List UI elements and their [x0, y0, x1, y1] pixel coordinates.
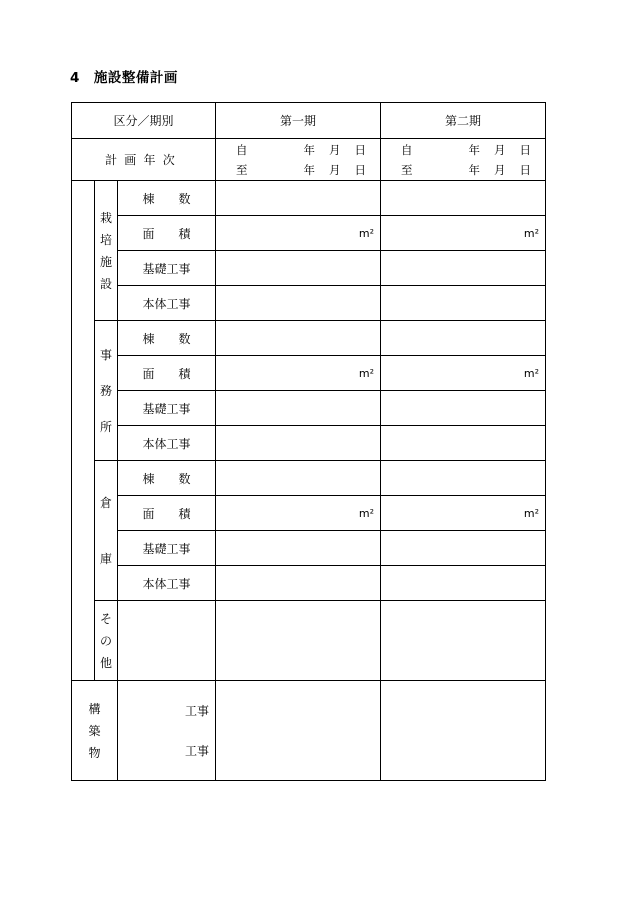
- facility-row: [72, 216, 546, 251]
- structures-work-cell[interactable]: [118, 681, 216, 781]
- from-label: 自: [236, 142, 248, 157]
- phase1-cell[interactable]: [216, 531, 381, 566]
- phase2-cell[interactable]: [381, 426, 546, 461]
- facility-name-warehouse: 倉 庫: [95, 461, 118, 601]
- structures-label: 構 築 物: [72, 681, 118, 781]
- phase2-cell[interactable]: [381, 566, 546, 601]
- month-label: 月: [494, 162, 506, 177]
- phase2-cell[interactable]: [381, 251, 546, 286]
- facility-row: [72, 496, 546, 531]
- facility-name-other: そ の 他: [95, 601, 118, 681]
- phase2-cell[interactable]: [381, 321, 546, 356]
- phase1-cell[interactable]: [216, 566, 381, 601]
- phase1-dates: [216, 139, 381, 181]
- phase2-cell[interactable]: [381, 531, 546, 566]
- header-row: [72, 103, 546, 139]
- row-label-count: 棟 数: [118, 321, 216, 356]
- phase1-cell[interactable]: [216, 426, 381, 461]
- to-label: 至: [236, 162, 248, 177]
- to-date-line: [236, 160, 366, 180]
- phase1-area-cell[interactable]: m²: [216, 216, 381, 251]
- from-label: 自: [401, 142, 413, 157]
- year-label: 年: [468, 162, 481, 177]
- row-label-main-work: 本体工事: [118, 286, 216, 321]
- month-label: 月: [329, 162, 341, 177]
- phase2-area-cell[interactable]: m²: [381, 216, 546, 251]
- year-label: 年: [303, 162, 316, 177]
- plan-year-row: [72, 139, 546, 181]
- day-label: 日: [354, 162, 367, 177]
- phase2-cell[interactable]: [381, 601, 546, 681]
- phase1-cell[interactable]: [216, 461, 381, 496]
- row-label-foundation: 基礎工事: [118, 251, 216, 286]
- from-date-line: [236, 140, 366, 160]
- to-label: 至: [401, 162, 413, 177]
- facility-row: [72, 461, 546, 496]
- phase2-dates: [381, 139, 546, 181]
- facilities-outer-column: [72, 181, 95, 681]
- phase2-cell[interactable]: [381, 391, 546, 426]
- year-label: 年: [303, 142, 316, 157]
- phase1-cell[interactable]: [216, 601, 381, 681]
- category-header: 区分／期別: [72, 103, 216, 139]
- row-label-main-work: 本体工事: [118, 566, 216, 601]
- section-title: 施設整備計画: [93, 70, 178, 86]
- to-date-line: [401, 160, 531, 180]
- facility-row: [72, 531, 546, 566]
- section-number: 4: [70, 70, 80, 86]
- phase2-area-cell[interactable]: m²: [381, 356, 546, 391]
- phase1-cell[interactable]: [216, 391, 381, 426]
- other-label-cell[interactable]: [118, 601, 216, 681]
- page-title: [70, 66, 178, 86]
- phase1-area-cell[interactable]: m²: [216, 356, 381, 391]
- facility-plan-table: [71, 102, 546, 781]
- facility-row: [72, 426, 546, 461]
- phase2-cell[interactable]: [381, 286, 546, 321]
- phase1-header: 第一期: [216, 103, 381, 139]
- from-date-line: [401, 140, 531, 160]
- facility-row: [72, 251, 546, 286]
- row-label-area: 面 積: [118, 496, 216, 531]
- facility-row: [72, 321, 546, 356]
- row-label-area: 面 積: [118, 356, 216, 391]
- plan-year-label: 計画年次: [72, 139, 216, 181]
- phase1-cell[interactable]: [216, 251, 381, 286]
- facility-name-cultivation: 栽 培 施 設: [95, 181, 118, 321]
- phase2-cell[interactable]: [381, 461, 546, 496]
- facility-row: [72, 356, 546, 391]
- row-label-area: 面 積: [118, 216, 216, 251]
- year-label: 年: [468, 142, 481, 157]
- row-label-count: 棟 数: [118, 461, 216, 496]
- phase1-cell[interactable]: [216, 321, 381, 356]
- facility-row: [72, 286, 546, 321]
- month-label: 月: [329, 142, 341, 157]
- phase1-cell[interactable]: [216, 181, 381, 216]
- other-row: [72, 601, 546, 681]
- row-label-foundation: 基礎工事: [118, 391, 216, 426]
- phase2-cell[interactable]: [381, 681, 546, 781]
- day-label: 日: [519, 162, 532, 177]
- facility-row: [72, 181, 546, 216]
- row-label-count: 棟 数: [118, 181, 216, 216]
- facility-row: [72, 566, 546, 601]
- month-label: 月: [494, 142, 506, 157]
- structures-row: [72, 681, 546, 781]
- phase2-cell[interactable]: [381, 181, 546, 216]
- phase2-area-cell[interactable]: m²: [381, 496, 546, 531]
- phase1-cell[interactable]: [216, 286, 381, 321]
- facility-row: [72, 391, 546, 426]
- phase1-area-cell[interactable]: m²: [216, 496, 381, 531]
- day-label: 日: [354, 142, 367, 157]
- row-label-foundation: 基礎工事: [118, 531, 216, 566]
- work-label: 工事: [185, 743, 210, 758]
- work-label: 工事: [185, 703, 210, 718]
- row-label-main-work: 本体工事: [118, 426, 216, 461]
- day-label: 日: [519, 142, 532, 157]
- phase2-header: 第二期: [381, 103, 546, 139]
- phase1-cell[interactable]: [216, 681, 381, 781]
- facility-name-office: 事 務 所: [95, 321, 118, 461]
